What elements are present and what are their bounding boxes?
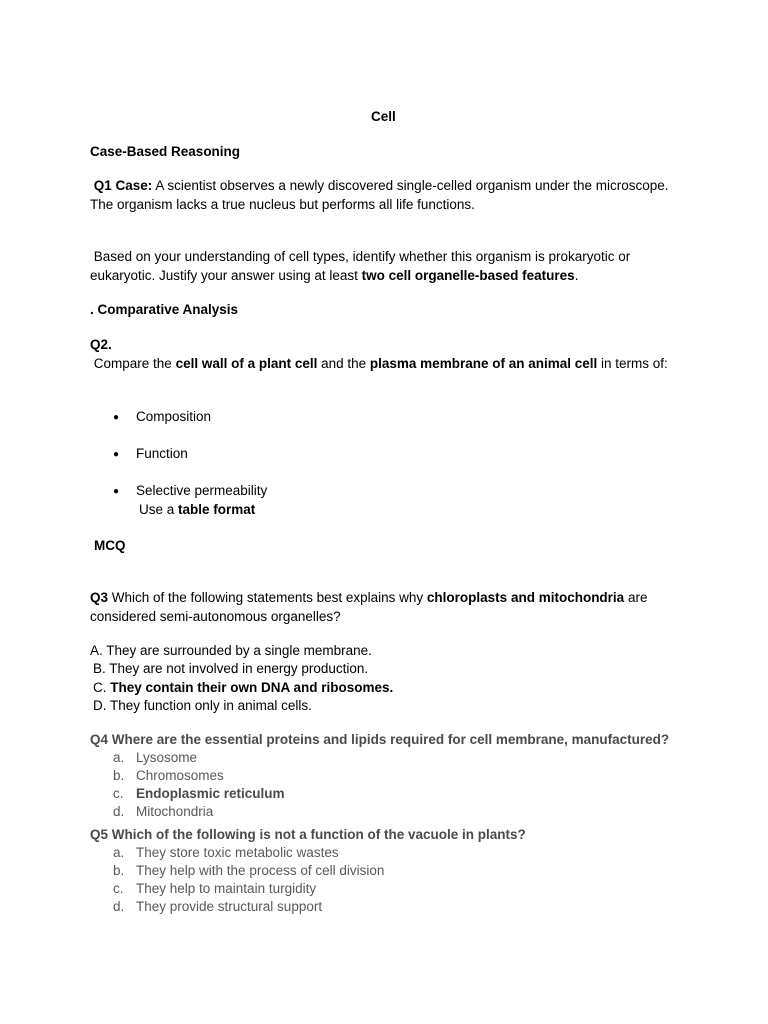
q2-text-post: in terms of:	[597, 356, 668, 371]
q5-option-text: They help to maintain turgidity	[136, 881, 317, 896]
q3-option-c-text: They contain their own DNA and ribosomes.	[110, 680, 394, 695]
section-heading-comparative: . Comparative Analysis	[90, 302, 239, 317]
bullet-icon: ●	[113, 486, 120, 497]
q1-case-paragraph	[90, 177, 675, 214]
q3-text-post: are considered semi-autonomous organelles?	[90, 590, 648, 624]
q4-option-text-correct: Endoplasmic reticulum	[136, 786, 285, 801]
q1-text: A scientist observes a newly discovered single-celled organism under the microscope. The organism lacks a true nucleus but performs all life functions.	[90, 178, 669, 212]
q5-option-text: They store toxic metabolic wastes	[136, 845, 339, 860]
q5-option-text: They provide structural support	[136, 899, 323, 914]
q4-option-text: Mitochondria	[136, 804, 214, 819]
q3-paragraph	[90, 589, 675, 626]
q5-question: Q5 Which of the following is not a function of the vacuole in plants?	[90, 827, 526, 842]
q2-emphasis-cell-wall: cell wall of a plant cell	[175, 356, 318, 371]
bullet-icon: ●	[113, 449, 120, 460]
q5-option-letter: c.	[113, 881, 124, 896]
bullet-icon: ●	[113, 412, 120, 423]
q4-option	[113, 749, 197, 767]
q2-bullet-item	[113, 408, 211, 427]
q4-option	[113, 767, 224, 785]
section-heading-mcq: MCQ	[94, 538, 126, 553]
q4-option-text: Lysosome	[136, 750, 198, 765]
page-title: Cell	[371, 109, 396, 124]
q3-option-a: A. They are surrounded by a single membrane.	[90, 643, 372, 658]
q3-label: Q3	[90, 590, 109, 605]
q3-option-c	[93, 679, 393, 697]
q4-question: Q4 Where are the essential proteins and lipids required for cell membrane, manufactured?	[90, 732, 670, 747]
q2-use-text: Use a	[139, 502, 179, 517]
q2-bullet-text: Function	[136, 446, 188, 461]
q3-option-c-letter: C.	[93, 680, 107, 695]
q5-option	[113, 844, 339, 862]
q2-bullet-item	[113, 445, 188, 464]
q4-option	[113, 785, 285, 803]
q2-emphasis-plasma-membrane: plasma membrane of an animal cell	[369, 356, 598, 371]
q4-option-letter: d.	[113, 804, 125, 819]
q2-label: Q2.	[90, 337, 112, 352]
q3-emphasis: chloroplasts and mitochondria	[426, 590, 625, 605]
q2-table-instruction	[139, 501, 255, 519]
q1-prompt-emphasis: two cell organelle-based features	[361, 267, 575, 283]
q1-prompt-paragraph	[90, 248, 675, 285]
q4-option	[113, 803, 213, 821]
q3-text-pre: Which of the following statements best explains why	[108, 590, 427, 605]
q5-option	[113, 880, 316, 898]
q5-option	[113, 862, 384, 880]
q3-option-d: D. They function only in animal cells.	[93, 698, 312, 713]
q2-text-pre: Compare the	[93, 356, 176, 371]
q1-label: Q1 Case:	[93, 178, 153, 193]
q5-option-letter: d.	[113, 899, 125, 914]
q5-option-letter: a.	[113, 845, 125, 860]
q2-bullet-item	[113, 482, 267, 501]
q4-option-letter: b.	[113, 768, 125, 783]
q1-prompt-end: .	[574, 267, 579, 283]
q4-option-letter: a.	[113, 750, 125, 765]
q2-bullet-text: Selective permeability	[136, 483, 268, 498]
section-heading-case-based: Case-Based Reasoning	[90, 144, 241, 159]
q2-paragraph	[90, 355, 675, 374]
q5-option-letter: b.	[113, 863, 125, 878]
q2-bullet-text: Composition	[136, 409, 212, 424]
q4-option-text: Chromosomes	[136, 768, 224, 783]
q2-use-emphasis: table format	[178, 502, 256, 517]
q2-text-mid: and the	[317, 356, 370, 371]
q5-option	[113, 898, 322, 916]
q4-option-letter: c.	[113, 786, 124, 801]
q5-option-text: They help with the process of cell division	[136, 863, 385, 878]
q1-prompt-text: Based on your understanding of cell types, identify whether this organism is prokaryotic or eukaryotic. Justify your answer using at least	[90, 249, 631, 283]
q3-option-b: B. They are not involved in energy production.	[93, 661, 369, 676]
